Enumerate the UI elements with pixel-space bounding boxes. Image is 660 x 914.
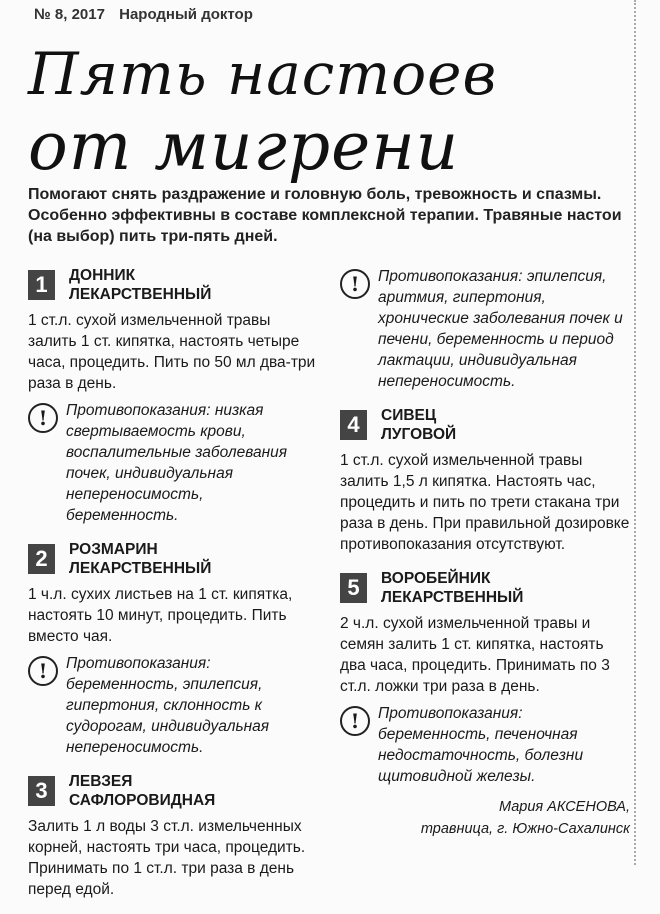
issue-number: № 8, 2017: [34, 6, 105, 23]
remedy-instructions: 1 ст.л. сухой измельченной травы залить 1 ст. кипятка, настоять четыре часа, процедить. Пить по 50 мл два-три раза в день.: [28, 312, 316, 392]
remedy-instructions: 1 ст.л. сухой измельченной травы залить 1,5 л кипятка. Настоять час, процедить и пить по трети стакана три раза в день. При правильной дозировке противопоказания отсутствуют.: [340, 452, 630, 553]
remedy-instructions: 2 ч.л. сухой измельченной травы и семян залить 1 ст. кипятка, настоять два часа, процедить. Принимать по 3 ст.л. ложки три раза в день.: [340, 615, 610, 695]
remedy-name: ДОННИК ЛЕКАРСТВЕННЫЙ: [69, 267, 212, 303]
title-line-2: от мигрени: [28, 108, 460, 185]
contraindications-text: Противопоказания: эпилепсия, аритмия, гипертония, хронические заболевания почек и печени, беременность и период лактации, индивидуальная непереносимость.: [378, 268, 623, 390]
title-line-1: Пять настоев: [28, 40, 498, 108]
remedy-entry-3: [28, 772, 318, 900]
remedy-number-badge: 4: [340, 410, 367, 440]
remedy-name: РОЗМАРИН ЛЕКАРСТВЕННЫЙ: [69, 541, 212, 577]
contraindications: [28, 400, 318, 526]
exclamation-icon: !: [340, 269, 370, 299]
right-column: [340, 266, 630, 801]
contraindications-text: Противопоказания: низкая свертываемость крови, воспалительные заболевания почек, индивидуальная непереносимость, беременность.: [66, 402, 288, 524]
remedy-name: ВОРОБЕЙНИК ЛЕКАРСТВЕННЫЙ: [381, 570, 524, 606]
page-edge-divider: [634, 0, 636, 865]
exclamation-icon: !: [340, 706, 370, 736]
author-role: травница, г. Южно-Сахалинск: [420, 821, 630, 837]
contraindications-text: Противопоказания: беременность, печеночная недостаточность, болезни щитовидной железы.: [378, 705, 584, 785]
remedy-number-badge: 5: [340, 573, 367, 603]
remedy-number-badge: 2: [28, 544, 55, 574]
contraindications: [28, 653, 318, 758]
left-column: [28, 266, 318, 914]
remedy-name: СИВЕЦ ЛУГОВОЙ: [381, 407, 457, 443]
exclamation-icon: !: [28, 403, 58, 433]
contraindications: [340, 703, 630, 787]
remedy-entry-4: [340, 406, 630, 555]
remedy-instructions: 1 ч.л. сухих листьев на 1 ст. кипятка, настоять 10 минут, процедить. Пить вместо чая.: [28, 586, 293, 645]
exclamation-icon: !: [28, 656, 58, 686]
lead-paragraph: Помогают снять раздражение и головную боль, тревожность и спазмы. Особенно эффективны в составе комплексной терапии. Травяные настои (на выбор) пить три-пять дней.: [28, 186, 622, 245]
remedy-entry-3-contraindications: [340, 266, 630, 392]
remedy-name: ЛЕВЗЕЯ САФЛОРОВИДНАЯ: [69, 773, 216, 809]
remedy-entry-5: [340, 569, 630, 787]
page-header: [34, 6, 253, 23]
contraindications: [340, 266, 630, 392]
contraindications-text: Противопоказания: беременность, эпилепсия, гипертония, склонность к судорогам, индивидуальная непереносимость.: [66, 655, 270, 756]
remedy-number-badge: 1: [28, 270, 55, 300]
remedy-instructions: Залить 1 л воды 3 ст.л. измельченных корней, настоять три часа, процедить. Принимать по 1 ст.л. три раза в день перед едой.: [28, 818, 306, 898]
remedy-number-badge: 3: [28, 776, 55, 806]
remedy-entry-2: [28, 540, 318, 758]
author-name: Мария АКСЕНОВА,: [498, 799, 630, 815]
remedy-entry-1: [28, 266, 318, 526]
author-signature: [421, 796, 630, 840]
magazine-name: Народный доктор: [119, 6, 253, 23]
